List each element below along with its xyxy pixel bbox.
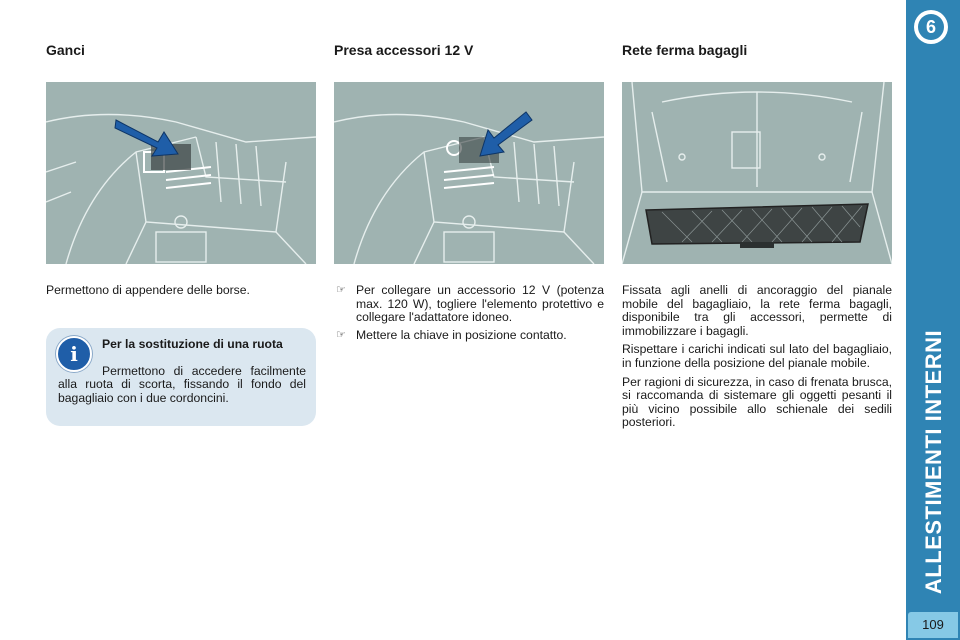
net-description — [622, 284, 892, 435]
socket-bullet-1: ☞ Per collegare un accessorio 12 V (potenza max. 120 W), togliere l'elemento protettivo e collegare l'adattatore idoneo. — [336, 283, 604, 325]
pointing-hand-icon: ☞ — [336, 328, 346, 341]
chapter-badge — [914, 10, 948, 44]
socket-image — [334, 82, 604, 264]
info-box — [46, 328, 316, 426]
net-paragraph-3: Per ragioni di sicurezza, in caso di frenata brusca, si raccomanda di sistemare gli oggetti pesanti il più vicino possibile allo schienale dei sedili posteriori. — [622, 374, 892, 430]
pointing-hand-icon: ☞ — [336, 284, 346, 296]
net-paragraph-2: Rispettare i carichi indicati sul lato del bagagliaio, in funzione della posizione del pianale mobile. — [622, 342, 892, 370]
chapter-title: ALLESTIMENTI INTERNI — [921, 329, 946, 595]
hooks-title: Ganci — [46, 42, 85, 58]
net-title: Rete ferma bagagli — [622, 42, 748, 58]
socket-title: Presa accessori 12 V — [334, 42, 474, 58]
net-paragraph-1: Fissata agli anelli di ancoraggio del pianale mobile del bagagliaio, la rete ferma bagagli, disponibile tra gli accessori, permette di immobilizzare i bagagli. — [622, 283, 892, 338]
luggage-net-illustration — [622, 82, 892, 264]
trunk-socket-illustration — [334, 82, 604, 264]
net-image — [622, 82, 892, 264]
chapter-number: 6 — [918, 14, 944, 40]
info-body: Permettono di accedere facilmente alla ruota di scorta, fissando il fondo del bagagliaio con i due cordoncini. — [58, 364, 306, 405]
hooks-image — [46, 82, 316, 264]
trunk-hooks-illustration — [46, 82, 316, 264]
info-icon: i — [56, 336, 92, 372]
socket-bullet-2: ☞ Mettere la chiave in posizione contatto. — [336, 327, 567, 342]
hooks-description: Permettono di appendere delle borse. — [46, 283, 250, 297]
socket-instructions — [334, 284, 604, 346]
info-title: Per la sostituzione di una ruota — [102, 337, 283, 351]
page-number: 109 — [908, 612, 958, 638]
